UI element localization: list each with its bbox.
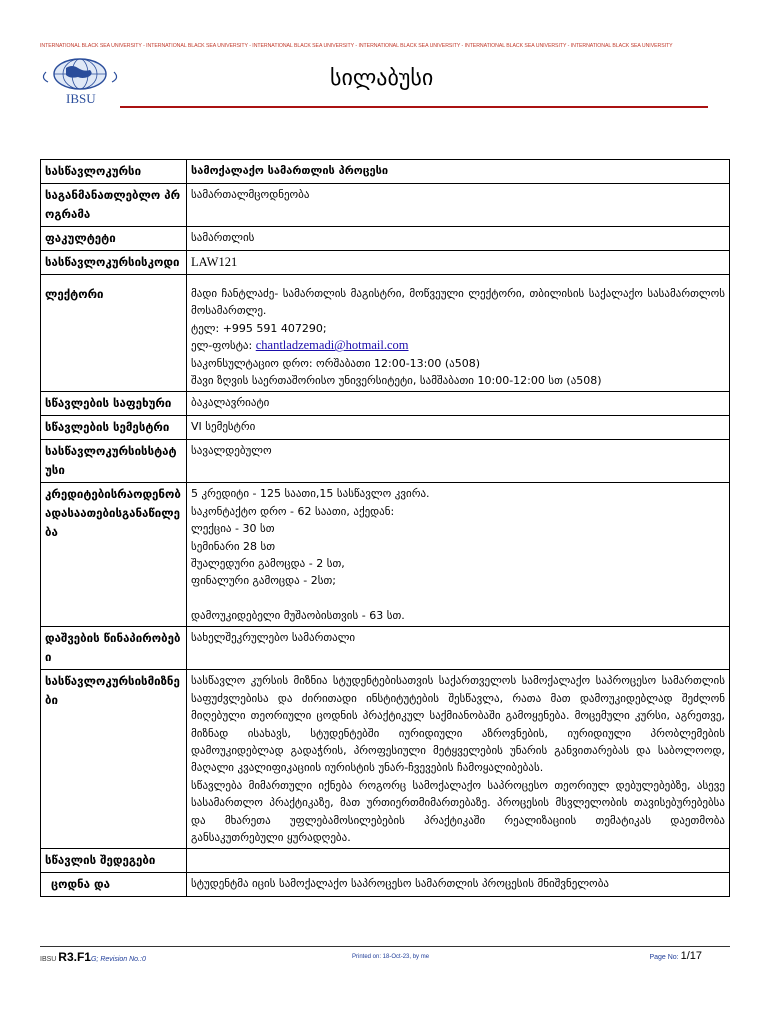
logo-text: IBSU	[66, 91, 96, 106]
form-code: IBSU R3.F1G; Revision No.:0	[40, 950, 146, 964]
table-row	[41, 251, 730, 275]
outcomes-value	[187, 849, 730, 873]
page-footer	[40, 948, 730, 966]
table-row	[41, 227, 730, 251]
prereq-value: სახელშეკრულებო სამართალი	[187, 627, 730, 670]
table-row	[41, 627, 730, 670]
consultation-time: საკონსულტაციო დრო: ორშაბათი 12:00-13:00 (ა508)	[191, 356, 481, 370]
table-row	[41, 392, 730, 416]
row-label: დაშვების წინაპირობები	[41, 627, 187, 670]
row-label: სწავლების სემესტრი	[41, 416, 187, 440]
credits-line: 5 კრედიტი - 125 საათი,15 სასწავლო კვირა.	[191, 487, 430, 501]
row-label: ცოდნა და	[41, 873, 187, 897]
table-row	[41, 670, 730, 849]
email-label: ელ-ფოსტა:	[191, 339, 256, 353]
footer-rule	[40, 946, 730, 947]
table-row	[41, 416, 730, 440]
credits-line: ფინალური გამოცდა - 2სთ;	[191, 574, 336, 588]
row-label: სასწავლოკურსისმიზნები	[41, 670, 187, 849]
table-row	[41, 160, 730, 184]
program-name: სამართალმცოდნეობა	[187, 184, 730, 227]
row-label: სასწავლოკურსისკოდი	[41, 251, 187, 275]
course-code: LAW121	[191, 254, 238, 269]
row-label: კრედიტებისრაოდენობადასაათებისგანაწილება	[41, 483, 187, 627]
page-title: სილაბუსი	[330, 66, 434, 91]
status-value: სავალდებულო	[187, 440, 730, 483]
goals-paragraph: სასწავლო კურსის მიზნია სტუდენტებისათვის საქართველოს სამოქალაქო საპროცესო სამართლის საფუძვლებისა და ძირითადი ინსტიტუტების შესწავლა, რათა მათ დამოუკიდებლად შეძლონ მიღებული თეორიული ცოდნის პრაქტიკულ საქმიანობაში გამოყენება. მოცემული კურსი, აგრეთვე, მიზნად ისახავს, სტუდენტებში იურიდიული აზროვნების, იურიდიული პრობლემების დამოუკიდებლად გადაჭრის, პროფესიული მეტყველების უნარის განვითარებას და საბოლოოდ, მაღალი კვალიფიკაციის იურისტის უნარ-ჩვევების ჩამოყალიბებას.	[191, 674, 725, 775]
table-row	[41, 483, 730, 627]
course-name: სამოქალაქო სამართლის პროცესი	[187, 160, 730, 184]
lecturer-phone: ტელ: +995 591 407290;	[191, 321, 327, 335]
row-label: ფაკულტეტი	[41, 227, 187, 251]
printed-on: Printed on: 18-Oct-23, by me	[352, 954, 430, 960]
knowledge-value: სტუდენტმა იცის სამოქალაქო საპროცესო სამართლის პროცესის მნიშვნელობა	[187, 873, 730, 897]
row-label: სწავლის შედეგები	[41, 849, 187, 873]
consultation-time-2: შავი ზღვის საერთაშორისო უნივერსიტეტი, სამშაბათი 10:00-12:00 სთ (ა508)	[191, 374, 602, 388]
page-number: Page No: 1/17	[649, 950, 702, 962]
faculty-name: სამართლის	[187, 227, 730, 251]
row-label: სწავლების საფეხური	[41, 392, 187, 416]
email-link[interactable]: chantladzemadi@hotmail.com	[255, 338, 409, 353]
goals-paragraph: სწავლება მიმართული იქნება როგორც სამოქალაქო საპროცესო თეორიულ დებულებებზე, ასევე სასამართლო პრაქტიკაზე, მათ ურთიერთმიმართებაზე. პროცესის მსვლელობის თავისებურებებსა და მხარეთა უფლებამოსილებების პრაქტიკაში რეალიზაციის თემატიკას დაეთმობა განსაკუთრებული ყურადღება.	[191, 778, 725, 844]
row-label: ლექტორი	[41, 275, 187, 392]
row-label: სასწავლოკურსისსტატუსი	[41, 440, 187, 483]
credits-line: დამოუკიდებელი მუშაობისთვის - 63 სთ.	[191, 608, 405, 622]
lecturer-email-line	[191, 337, 725, 354]
credits-line: საკონტაქტო დრო - 62 საათი, აქედან:	[191, 504, 395, 518]
credits-line	[191, 590, 725, 607]
syllabus-table	[40, 159, 730, 897]
table-row	[41, 184, 730, 227]
credits-line: სემინარი 28 სთ	[191, 539, 276, 553]
credits-line: ლექცია - 30 სთ	[191, 522, 275, 536]
row-label: სასწავლოკურსი	[41, 160, 187, 184]
table-row	[41, 275, 730, 392]
table-row	[41, 440, 730, 483]
university-banner: INTERNATIONAL BLACK SEA UNIVERSITY - INTERNATIONAL BLACK SEA UNIVERSITY - INTERNATIONAL BLACK SEA UNIVERSITY - INTERNATIONAL BLACK SEA UNIVERSITY - INTERNATIONAL BLACK SEA UNIVERSITY - INTERNATIONAL BLACK SEA UNIVERSITY	[40, 43, 673, 49]
table-row	[41, 873, 730, 897]
lecturer-info: მადი ჩანტლაძე- სამართლის მაგისტრი, მოწვეული ლექტორი, თბილისის საქალაქო სასამართლოს მოსამართლე.	[191, 287, 725, 318]
semester-value: VI სემესტრი	[187, 416, 730, 440]
credits-line: შუალედური გამოცდა - 2 სთ,	[191, 557, 345, 571]
title-rule	[120, 106, 708, 108]
table-row	[41, 849, 730, 873]
level-value: ბაკალავრიატი	[187, 392, 730, 416]
row-label: საგანმანათლებლო პროგრამა	[41, 184, 187, 227]
